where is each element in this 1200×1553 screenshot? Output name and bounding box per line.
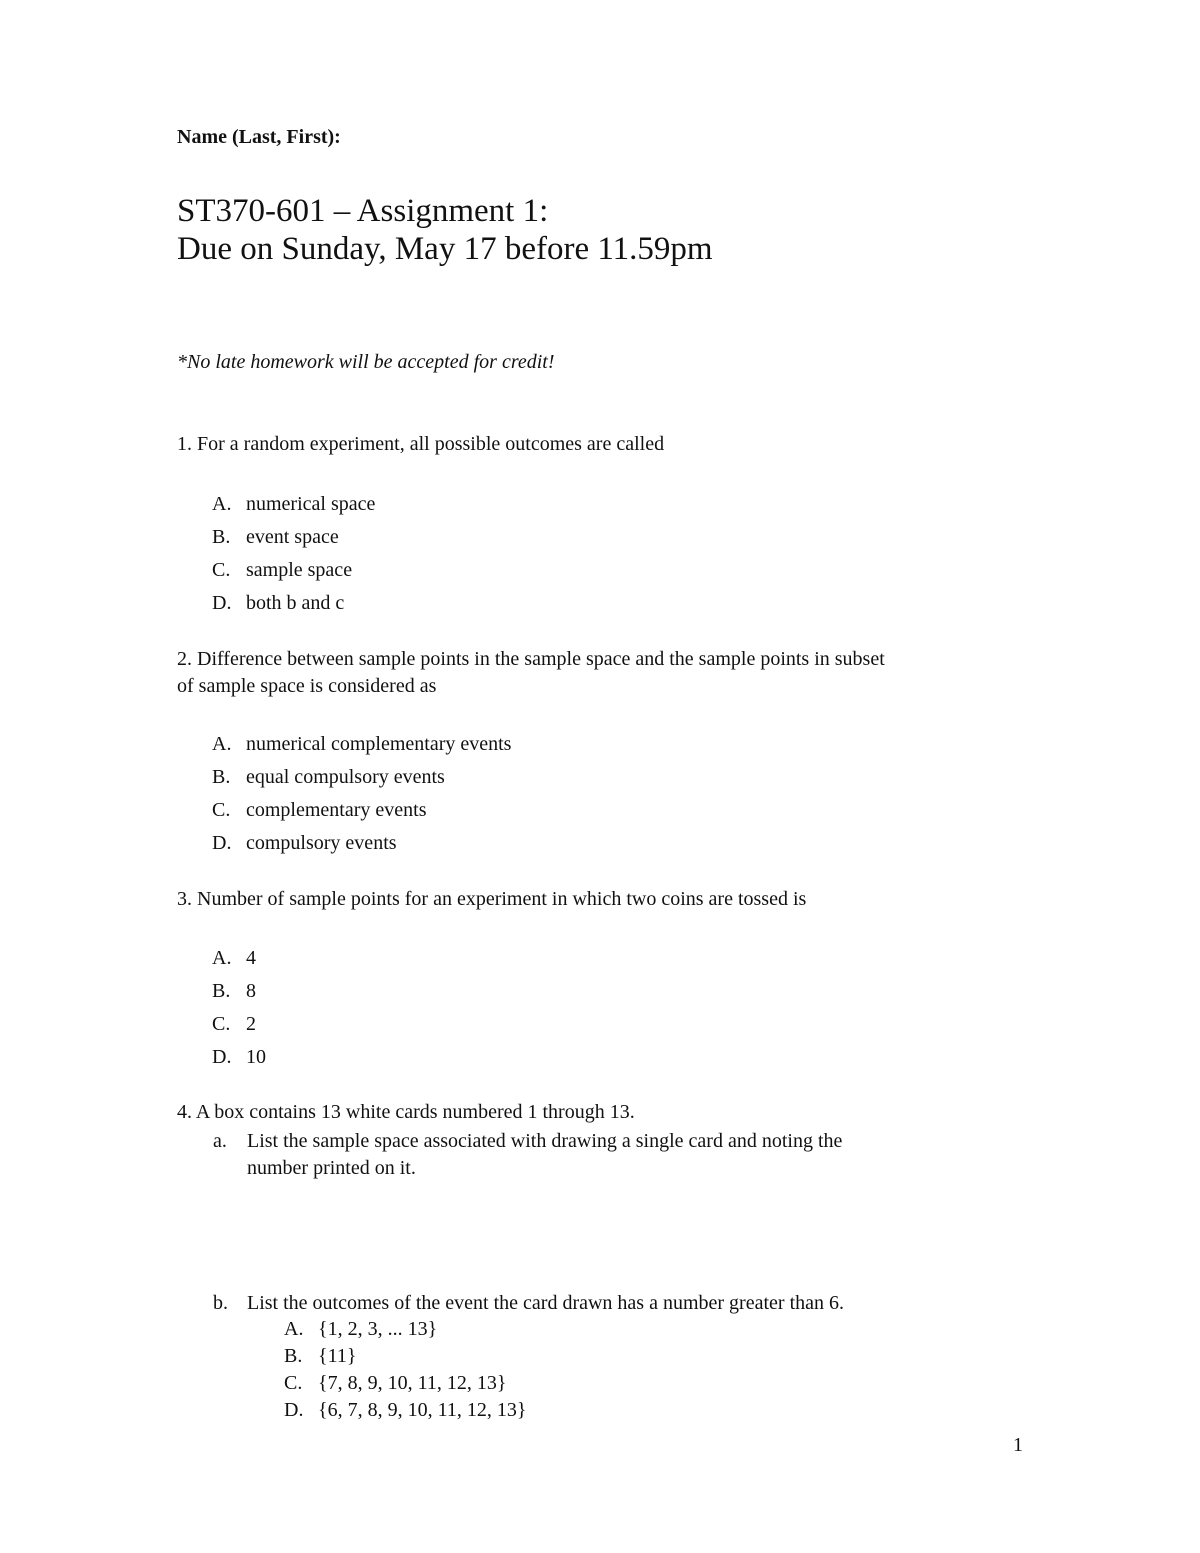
- q4b-option-d: [284, 1399, 526, 1422]
- q4b-option-a: [284, 1318, 437, 1341]
- question-2-line1: 2. Difference between sample points in the sample space and the sample points in subset: [177, 648, 885, 670]
- option-text: numerical complementary events: [246, 733, 512, 755]
- option-text: 8: [246, 980, 256, 1002]
- q1-option-b: [212, 526, 339, 549]
- q2-option-c: [212, 799, 427, 822]
- option-letter: A.: [212, 493, 232, 515]
- option-text: {7, 8, 9, 10, 11, 12, 13}: [318, 1372, 507, 1394]
- option-letter: C.: [284, 1372, 303, 1394]
- option-text: equal compulsory events: [246, 766, 445, 788]
- option-text: {11}: [318, 1345, 357, 1367]
- question-3: 3. Number of sample points for an experiment in which two coins are tossed is: [177, 888, 807, 910]
- q4-part-b: [213, 1290, 844, 1317]
- option-text: 2: [246, 1013, 256, 1035]
- option-letter: B.: [212, 526, 231, 548]
- q3-option-b: [212, 980, 256, 1003]
- option-letter: C.: [212, 559, 231, 581]
- option-letter: D.: [212, 592, 232, 614]
- option-letter: B.: [212, 766, 231, 788]
- part-text: List the sample space associated with drawing a single card and noting the: [247, 1130, 843, 1152]
- question-1: 1. For a random experiment, all possible outcomes are called: [177, 433, 665, 455]
- option-text: compulsory events: [246, 832, 397, 854]
- option-letter: B.: [284, 1345, 303, 1367]
- part-letter: a.: [213, 1130, 227, 1152]
- q4b-option-b: [284, 1345, 356, 1368]
- question-4: 4. A box contains 13 white cards numbered 1 through 13.: [177, 1101, 635, 1123]
- option-letter: D.: [212, 832, 232, 854]
- late-policy-notice: *No late homework will be accepted for credit!: [177, 351, 555, 373]
- option-letter: B.: [212, 980, 231, 1002]
- question-2-line2: of sample space is considered as: [177, 675, 437, 697]
- q3-option-c: [212, 1013, 256, 1036]
- option-letter: D.: [284, 1399, 304, 1421]
- page-number: 1: [1013, 1434, 1023, 1456]
- option-text: 10: [246, 1046, 266, 1068]
- option-text: 4: [246, 947, 256, 969]
- q3-option-a: [212, 947, 256, 970]
- option-text: numerical space: [246, 493, 376, 515]
- option-text: {1, 2, 3, ... 13}: [318, 1318, 438, 1340]
- q1-option-a: [212, 493, 375, 516]
- q1-option-c: [212, 559, 352, 582]
- option-letter: A.: [212, 947, 232, 969]
- assignment-title-line1: ST370-601 – Assignment 1:: [177, 193, 549, 229]
- part-text: List the outcomes of the event the card drawn has a number greater than 6.: [247, 1292, 845, 1314]
- q1-option-d: [212, 592, 344, 615]
- q4b-option-c: [284, 1372, 506, 1395]
- option-text: {6, 7, 8, 9, 10, 11, 12, 13}: [318, 1399, 527, 1421]
- option-letter: A.: [284, 1318, 304, 1340]
- assignment-due-date: Due on Sunday, May 17 before 11.59pm: [177, 231, 713, 267]
- q2-option-a: [212, 733, 511, 756]
- option-letter: D.: [212, 1046, 232, 1068]
- q2-option-d: [212, 832, 397, 855]
- option-text: event space: [246, 526, 339, 548]
- option-text: complementary events: [246, 799, 427, 821]
- part-letter: b.: [213, 1292, 228, 1314]
- q2-option-b: [212, 766, 445, 789]
- q4-part-a: [213, 1128, 842, 1155]
- option-text: sample space: [246, 559, 353, 581]
- name-label: Name (Last, First):: [177, 126, 341, 148]
- option-letter: C.: [212, 1013, 231, 1035]
- option-letter: C.: [212, 799, 231, 821]
- option-letter: A.: [212, 733, 232, 755]
- q3-option-d: [212, 1046, 266, 1069]
- option-text: both b and c: [246, 592, 345, 614]
- q4-part-a-line2: number printed on it.: [247, 1157, 416, 1179]
